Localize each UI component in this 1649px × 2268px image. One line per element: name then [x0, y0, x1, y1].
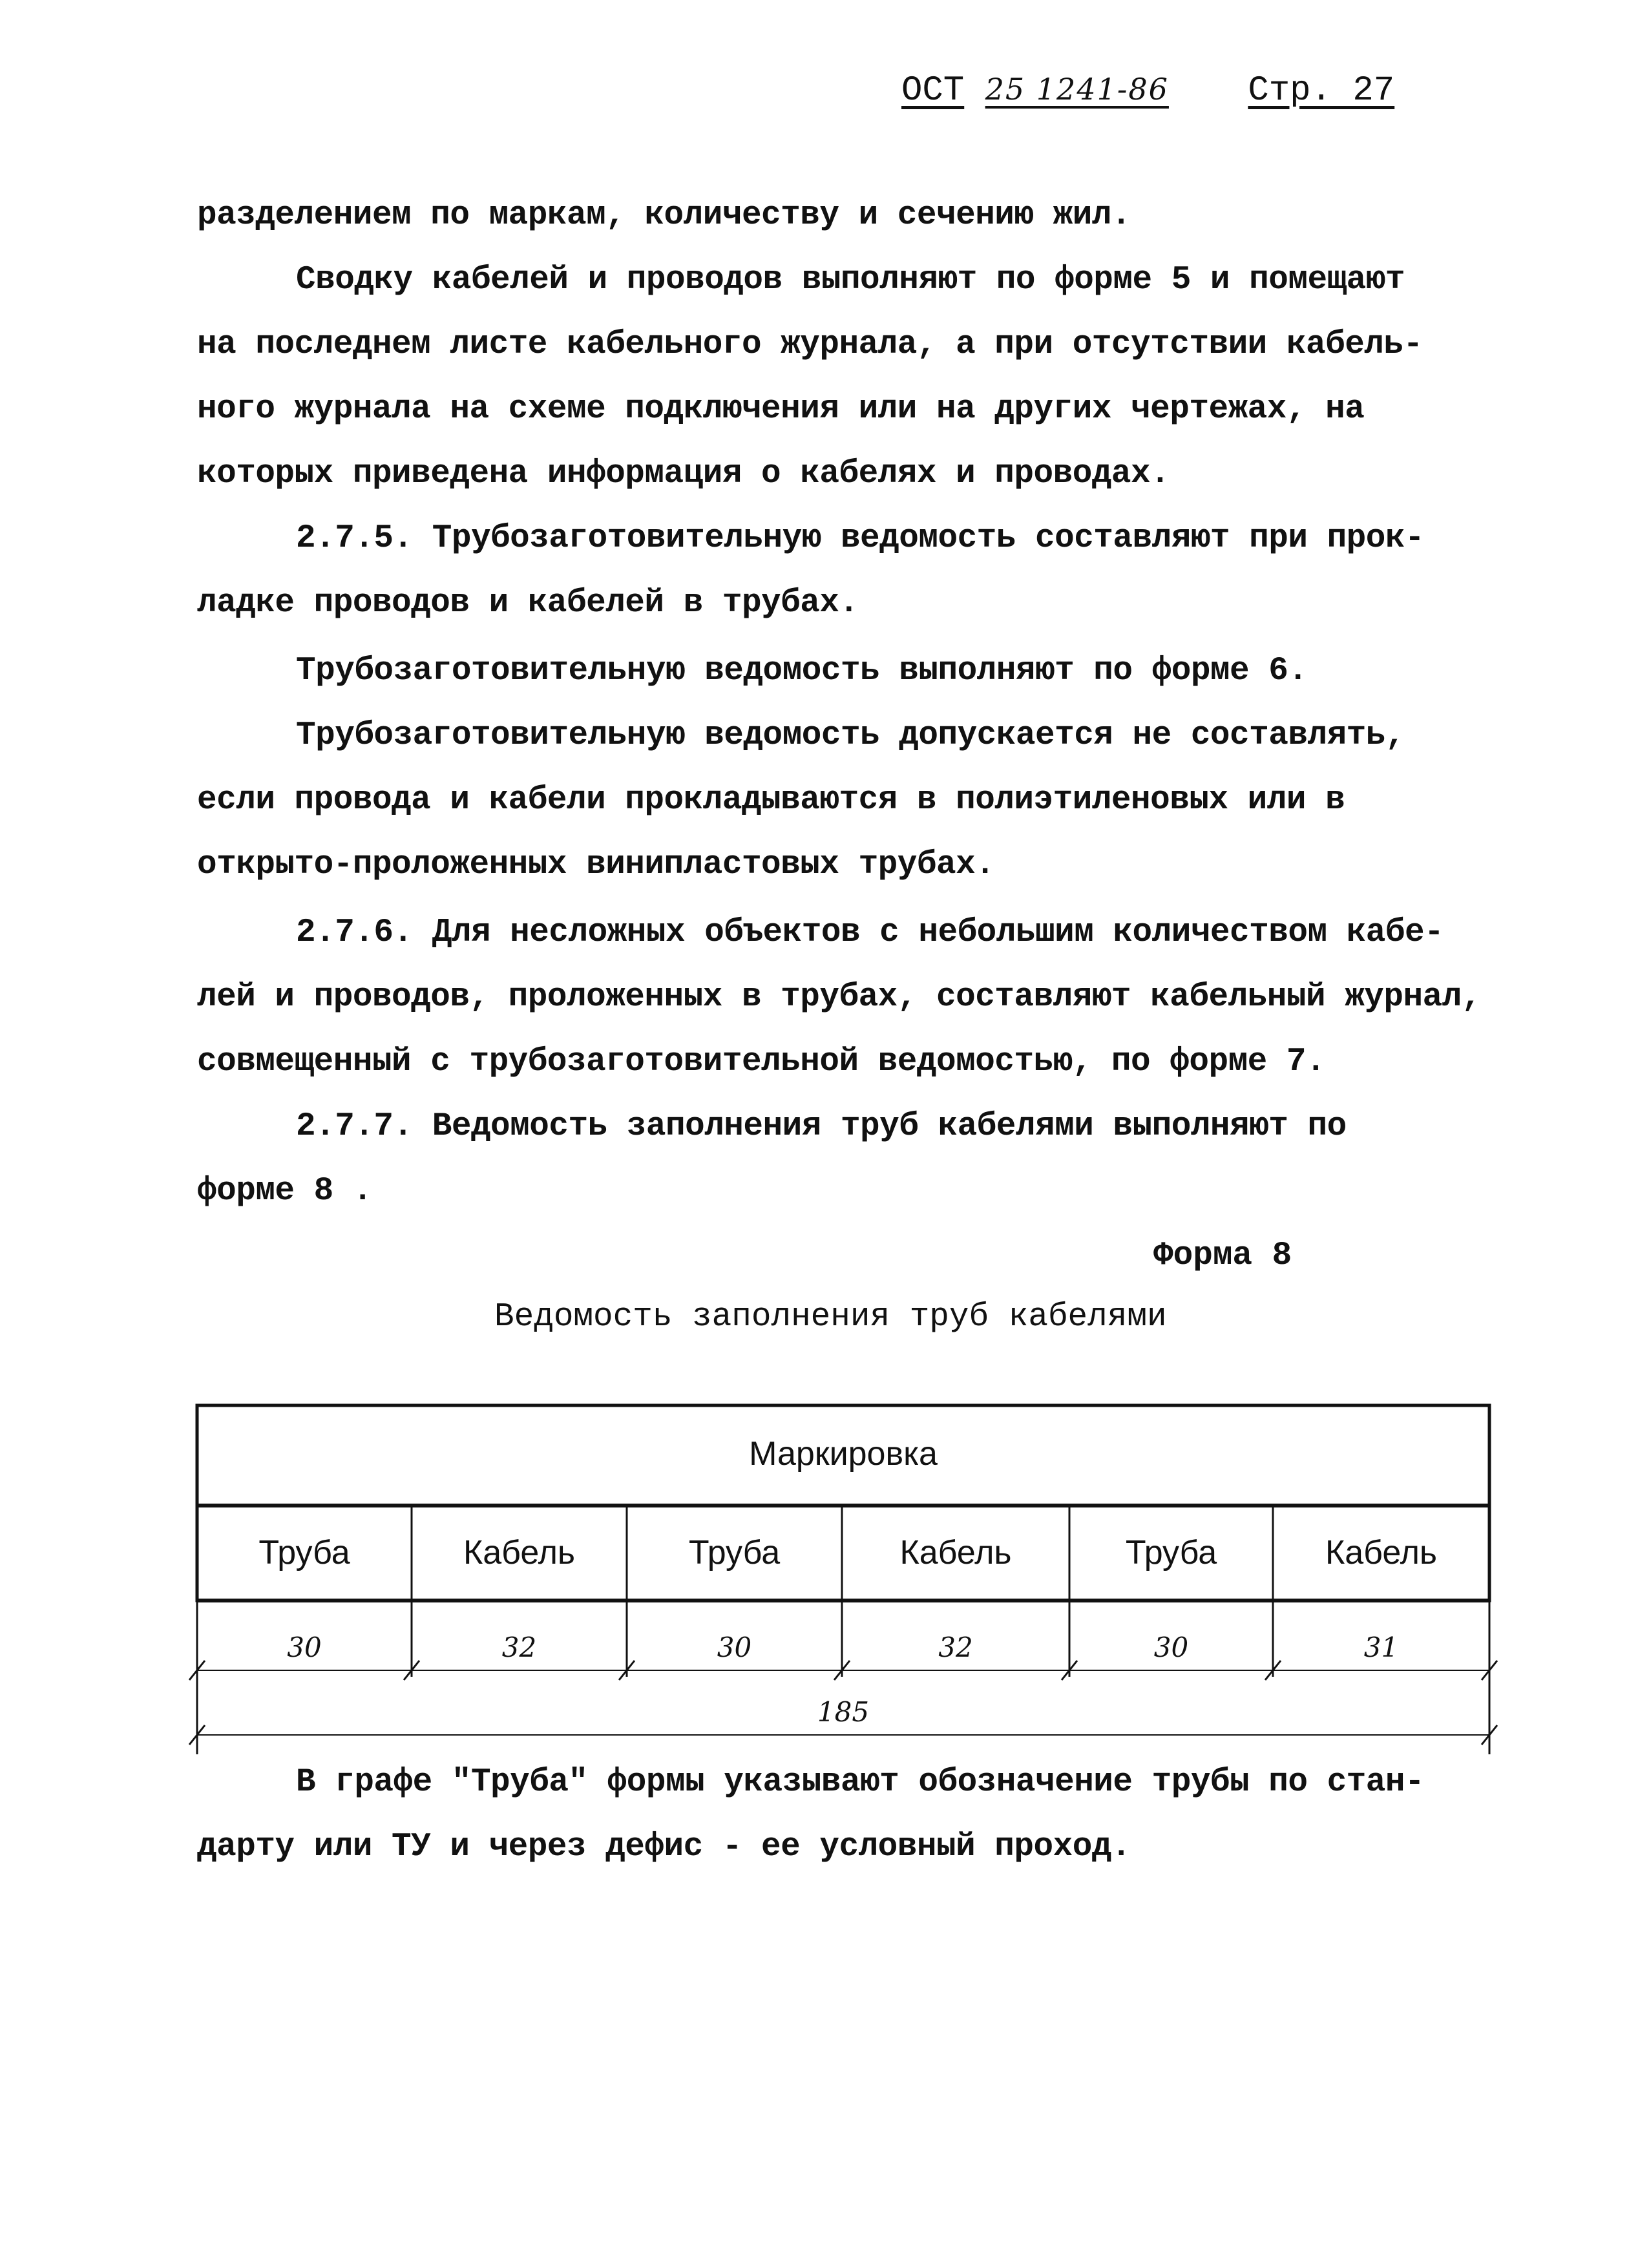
body-line: Сводку кабелей и проводов выполняют по форме 5 и помещают [296, 262, 1405, 299]
body-line: Трубозаготовительную ведомость допускается не составлять, [296, 717, 1405, 754]
body-line: если провода и кабели прокладываются в полиэтиленовых или в [197, 782, 1345, 819]
column-header: Труба [1125, 1534, 1217, 1571]
body-line: 2.7.5. Трубозаготовительную ведомость составляют при прок- [296, 520, 1425, 557]
body-line: 2.7.7. Ведомость заполнения труб кабелями выполняют по [296, 1108, 1347, 1145]
header-marking: Маркировка [749, 1435, 938, 1473]
form-label: Форма 8 [1153, 1237, 1292, 1274]
body-line: дарту или ТУ и через дефис - ее условный проход. [197, 1829, 1131, 1865]
column-width: 31 [1363, 1632, 1399, 1663]
body-line: лей и проводов, проложенных в трубах, составляют кабельный журнал, [197, 979, 1481, 1016]
column-header: Кабель [463, 1534, 576, 1571]
page-header [901, 71, 1394, 110]
column-header: Труба [688, 1534, 781, 1571]
body-line: разделением по маркам, количеству и сечению жил. [197, 197, 1131, 234]
form-title: Ведомость заполнения труб кабелями [494, 1299, 1167, 1336]
page-number: Стр. 27 [1248, 71, 1395, 110]
body-line: В графе "Труба" формы указывают обозначение трубы по стан- [296, 1764, 1425, 1801]
column-header: Кабель [899, 1534, 1012, 1571]
column-header: Труба [258, 1534, 350, 1571]
column-header: Кабель [1325, 1534, 1438, 1571]
column-width: 30 [287, 1632, 322, 1663]
body-line: которых приведена информация о кабелях и проводах. [197, 456, 1170, 492]
column-width: 32 [501, 1632, 537, 1663]
body-line: на последнем листе кабельного журнала, а при отсутствии кабель- [197, 326, 1423, 363]
body-line: Трубозаготовительную ведомость выполняют по форме 6. [296, 653, 1308, 689]
body-line: совмещенный с трубозаготовительной ведомостью, по форме 7. [197, 1044, 1326, 1080]
body-line: форме 8 . [197, 1173, 372, 1210]
doc-prefix: ОСТ [901, 71, 965, 110]
column-width: 30 [1153, 1632, 1189, 1663]
column-width: 30 [717, 1632, 752, 1663]
total-width: 185 [817, 1696, 870, 1728]
doc-number: 25 1241-86 [985, 72, 1169, 107]
column-width: 32 [938, 1632, 973, 1663]
body-line: 2.7.6. Для несложных объектов с небольшим количеством кабе- [296, 914, 1444, 951]
body-line: ладке проводов и кабелей в трубах. [197, 585, 859, 622]
body-line: открыто-проложенных винипластовых трубах. [197, 846, 995, 883]
body-line: ного журнала на схеме подключения или на других чертежах, на [197, 391, 1365, 428]
